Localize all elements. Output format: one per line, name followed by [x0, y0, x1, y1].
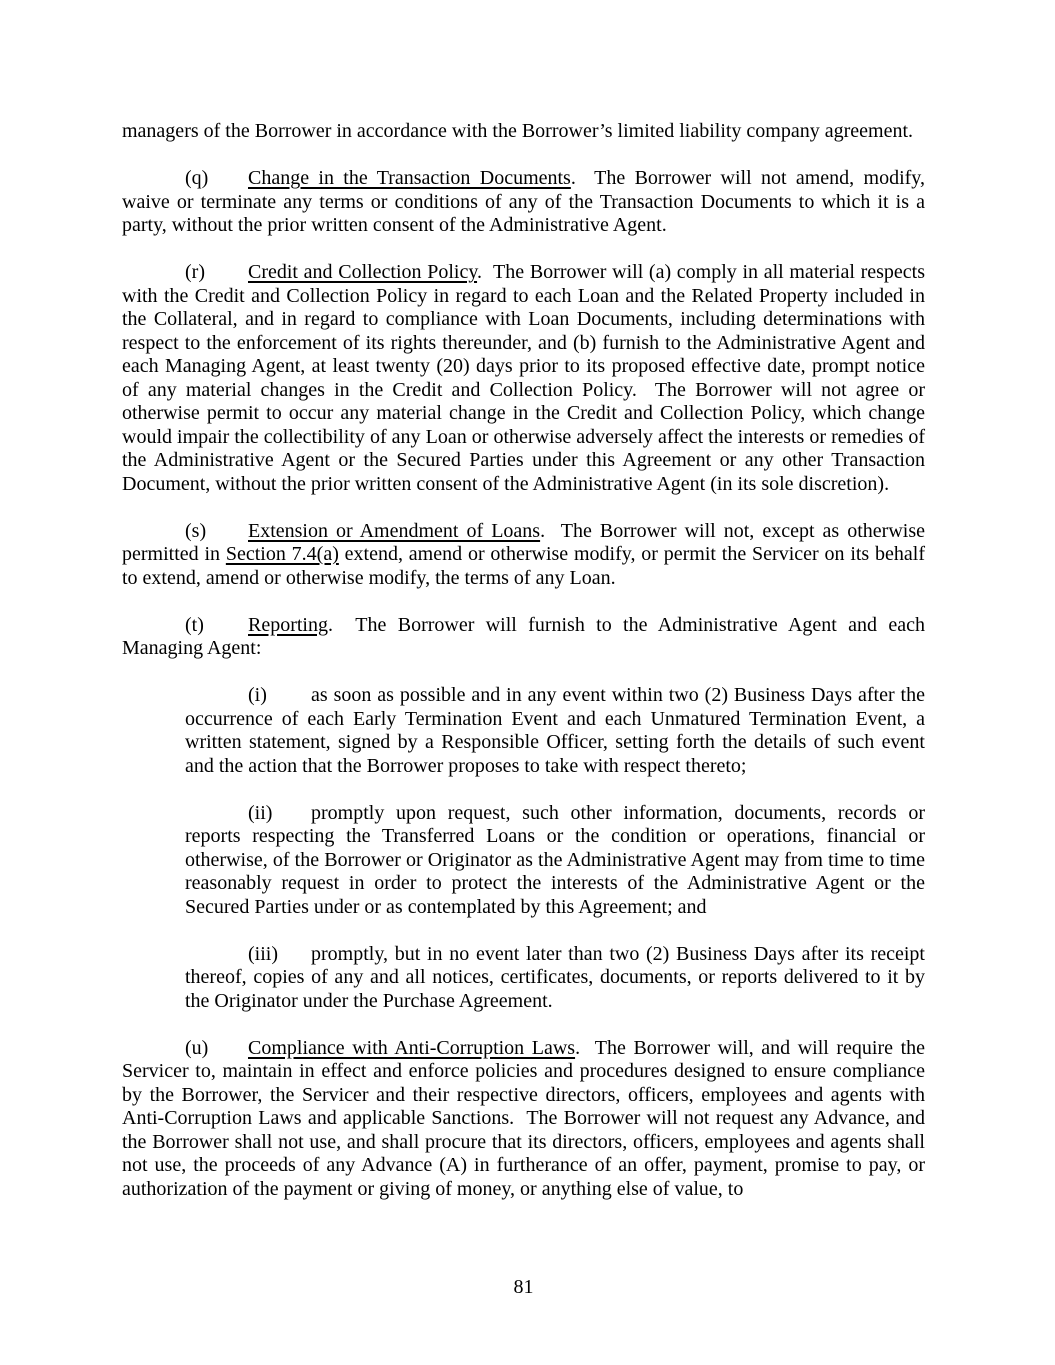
- paragraph: [122, 1037, 925, 1202]
- paragraph: [122, 120, 925, 144]
- paragraph: [185, 684, 925, 778]
- paragraph: [185, 943, 925, 1014]
- paragraph-label: (u): [185, 1036, 209, 1059]
- paragraph-label: (i): [248, 684, 267, 706]
- paragraph: [122, 520, 925, 591]
- text-run: . The Borrower will furnish to the Administrative Agent and each Managing Agent:: [122, 613, 925, 659]
- paragraph-label: (ii): [248, 801, 273, 824]
- text-run: promptly, but in no event later than two (2) Business Days after its receipt thereof, copies of any and all notices, certificates, documents, or reports delivered to it by the Originator under the Purchase Agreement.: [185, 942, 925, 1012]
- underlined-heading: Extension or Amendment of Loans: [248, 519, 541, 542]
- text-run: promptly upon request, such other information, documents, records or reports respecting the Transferred Loans or the condition or operations, financial or otherwise, of the Borrower or Originator as the Administrative Agent may from time to time reasonably request in order to protect the interests of the Administrative Agent or the Secured Parties under or as contemplated by this Agreement; and: [185, 801, 925, 918]
- text-run: extend, amend or otherwise modify, or permit the Servicer on its behalf to extend, amend or otherwise modify, the terms of any Loan.: [122, 543, 926, 589]
- text-run: managers of the Borrower in accordance with the Borrower’s limited liability company agreement.: [122, 120, 914, 142]
- text-run: . The Borrower will not, except as otherwise permitted in: [122, 519, 925, 565]
- paragraph-label: (iii): [248, 942, 278, 965]
- underlined-heading: Change in the Transaction Documents: [248, 167, 571, 189]
- text-run: . The Borrower will, and will require the Servicer to, maintain in effect and enforce policies and procedures designed to ensure compliance by the Borrower, the Servicer and their respective directors, officers, employees and agents with Anti-Corruption Laws and applicable Sanctions. The Borrower will not request any Advance, and the Borrower shall not use, and shall procure that its directors, officers, employees and agents shall not use, the proceeds of any Advance (A) in furtherance of an offer, payment, promise to pay, or authorization of the payment or giving of money, or anything else of value, to: [122, 1036, 926, 1200]
- underlined-heading: Section 7.4(a): [225, 543, 339, 565]
- text-run: as soon as possible and in any event within two (2) Business Days after the occurrence of each Early Termination Event and each Unmatured Termination Event, a written statement, signed by a Responsible Officer, setting forth the details of such event and the action that the Borrower proposes to take with respect thereto;: [185, 684, 925, 777]
- document-body: [122, 120, 925, 1225]
- underlined-heading: Reporting: [248, 613, 328, 636]
- paragraph-label: (t): [185, 613, 204, 636]
- paragraph: [122, 261, 925, 496]
- text-run: . The Borrower will (a) comply in all material respects with the Credit and Collection Policy in regard to each Loan and the Related Property included in the Collateral, and in regard to compliance with Loan Documents, including determinations with respect to the enforcement of its rights thereunder, and (b) furnish to the Administrative Agent and each Managing Agent, at least twenty (20) days prior to its proposed effective date, prompt notice of any material changes in the Credit and Collection Policy. The Borrower will not agree or otherwise permit to occur any material change in the Credit and Collection Policy, which change would impair the collectibility of any Loan or otherwise adversely affect the interests or remedies of the Administrative Agent or the Secured Parties under this Agreement or any other Transaction Document, without the prior written consent of the Administrative Agent (in its sole discretion).: [122, 261, 925, 495]
- paragraph: [122, 614, 925, 661]
- underlined-heading: Compliance with Anti-Corruption Laws: [248, 1036, 576, 1059]
- underlined-heading: Credit and Collection Policy: [248, 261, 478, 283]
- paragraph-label: (s): [185, 519, 207, 542]
- paragraph-label: (r): [185, 261, 205, 283]
- page-number: 81: [513, 1276, 534, 1298]
- paragraph: [122, 167, 925, 238]
- text-run: . The Borrower will not amend, modify, waive or terminate any terms or conditions of any of the Transaction Documents to which it is a party, without the prior written consent of the Administrative Agent.: [122, 167, 925, 236]
- paragraph: [185, 802, 925, 920]
- paragraph-label: (q): [185, 167, 209, 189]
